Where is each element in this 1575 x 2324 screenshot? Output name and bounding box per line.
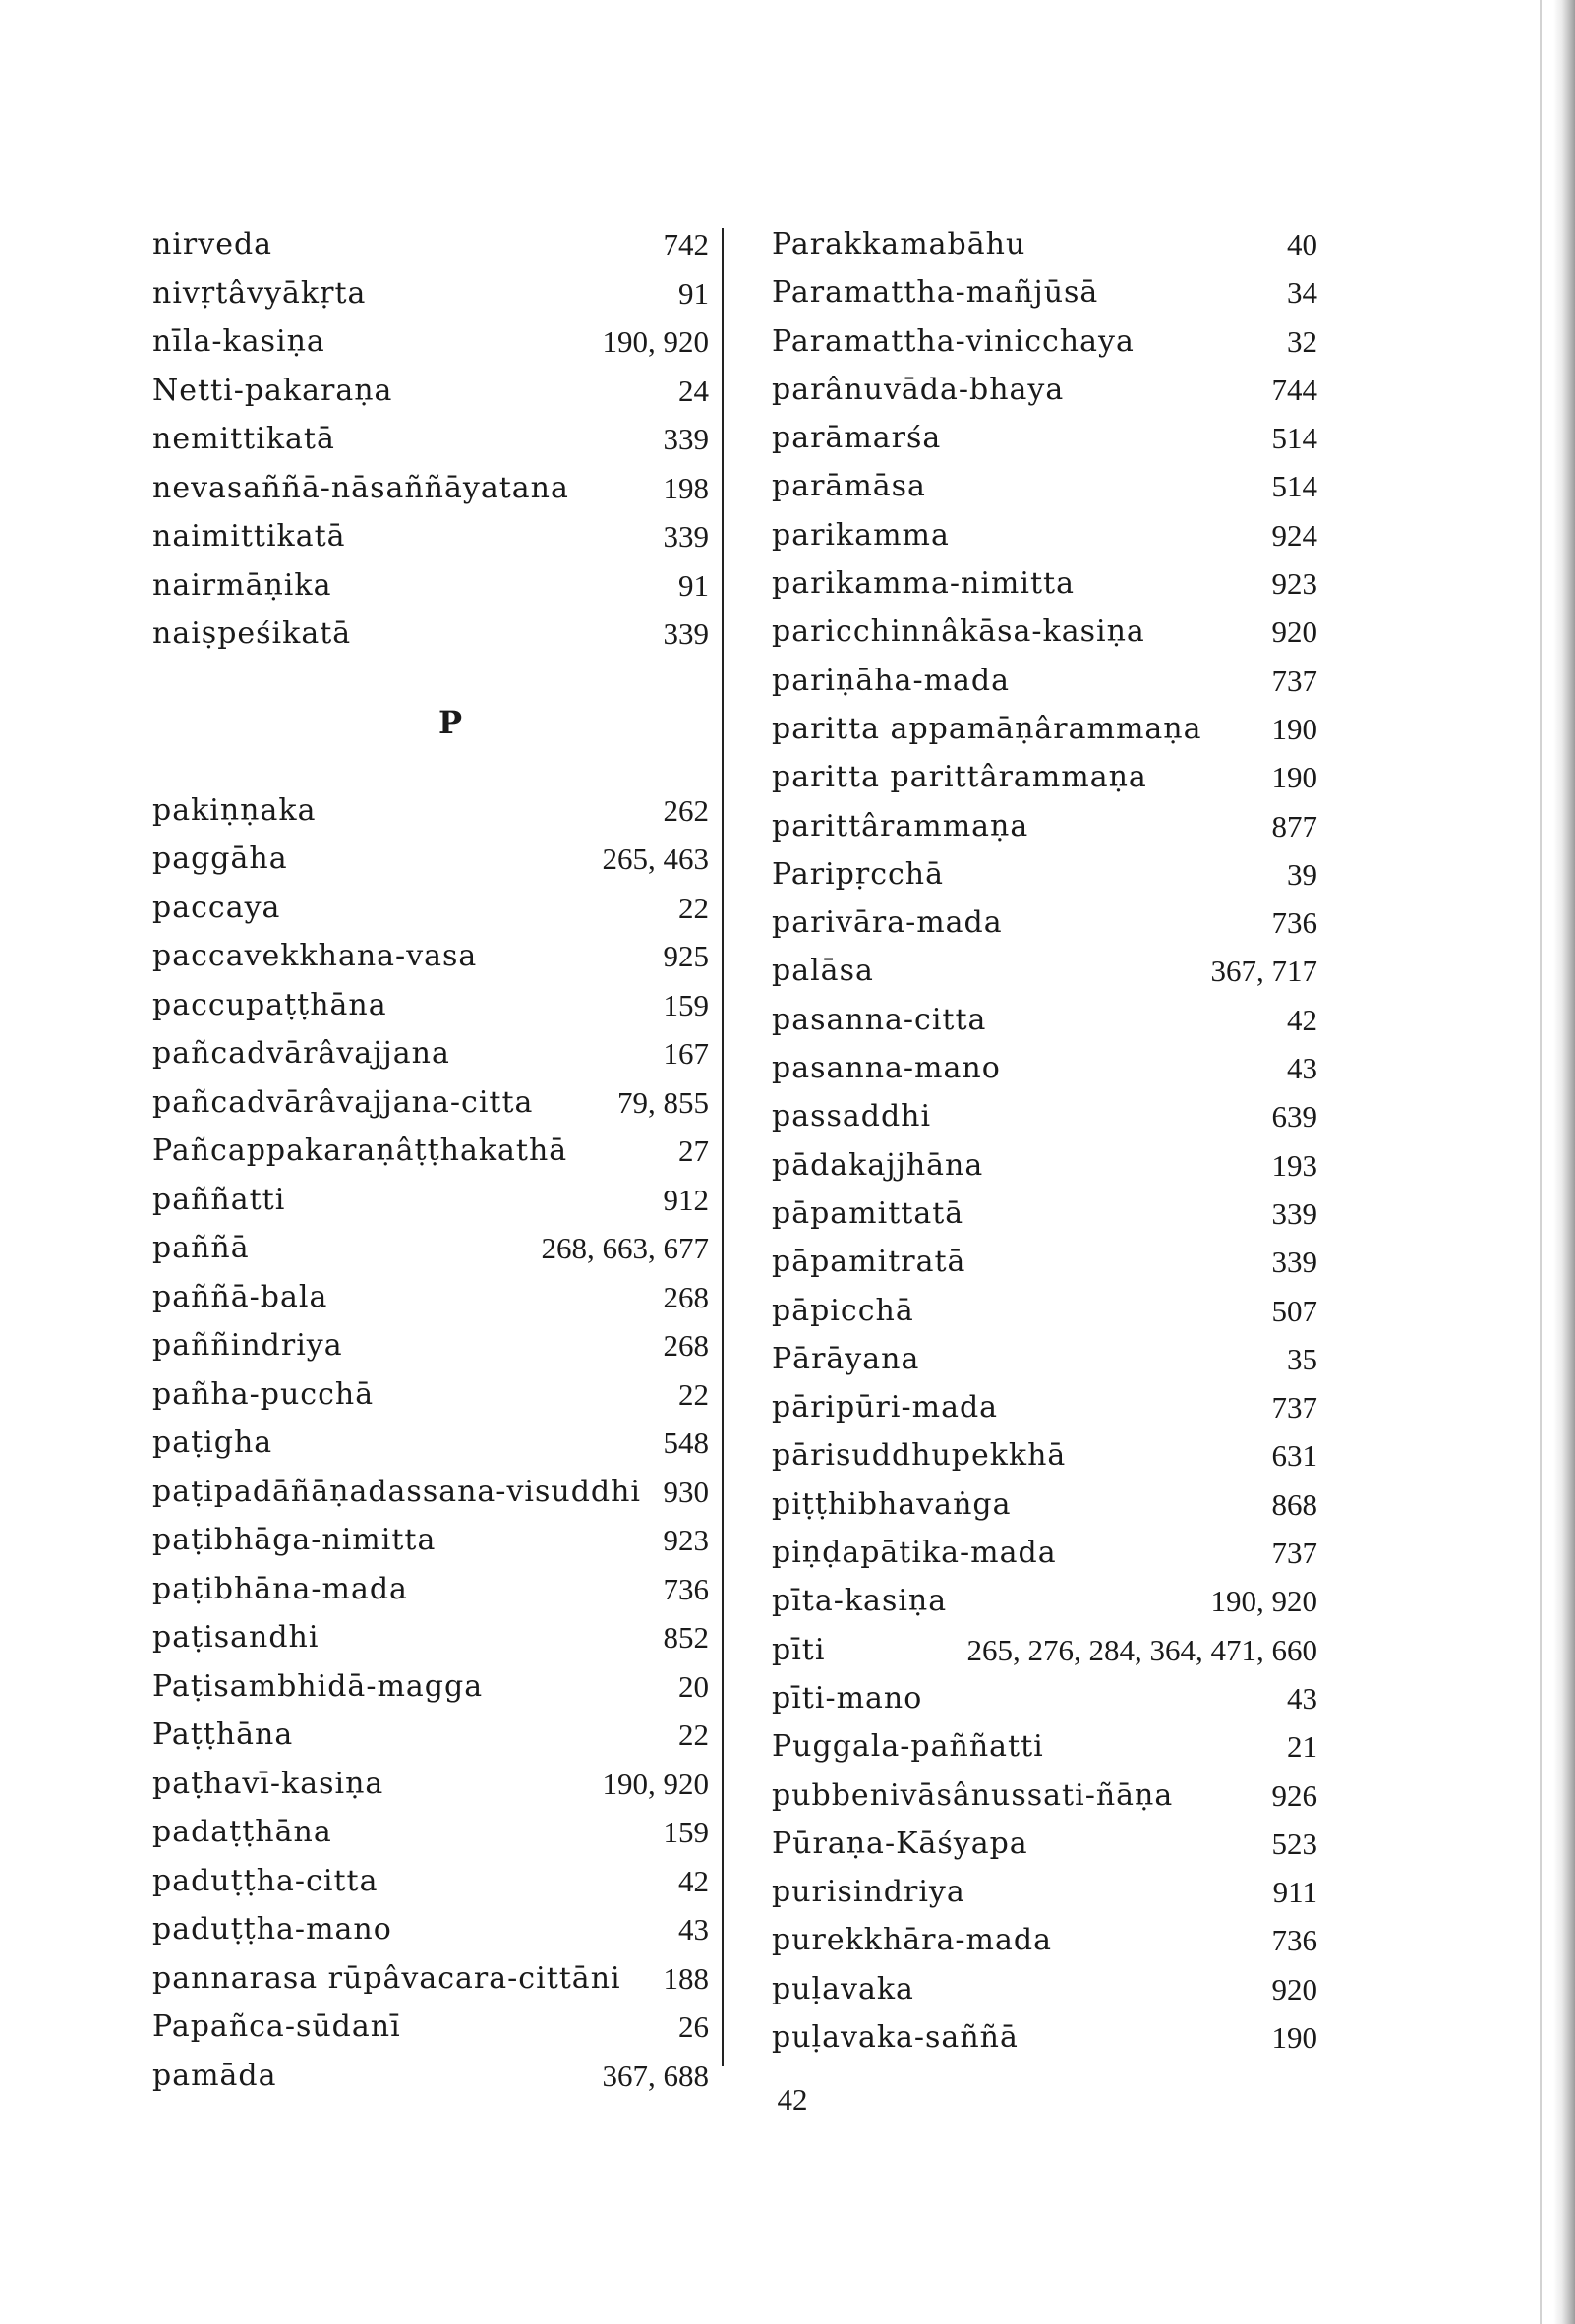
index-pages: 190, 920 — [1210, 1584, 1317, 1619]
index-term: paṭipadāñāṇadassana-visuddhi — [152, 1474, 642, 1509]
index-term: pīti — [772, 1632, 826, 1667]
index-term: pīti-mano — [772, 1680, 923, 1715]
index-pages: 744 — [1271, 372, 1317, 407]
index-term: nemittikatā — [152, 422, 335, 456]
index-entry — [772, 1141, 1317, 1190]
index-pages: 923 — [663, 1523, 709, 1557]
index-pages: 736 — [1271, 1923, 1317, 1958]
index-pages: 852 — [663, 1620, 709, 1655]
index-term: pāripūri-mada — [772, 1390, 999, 1425]
index-pages: 911 — [1272, 1875, 1317, 1910]
index-pages: 930 — [663, 1474, 709, 1509]
index-pages: 39 — [1287, 856, 1317, 892]
index-entry — [772, 608, 1317, 656]
index-entry — [772, 366, 1317, 414]
index-term: nivṛtâvyākṛta — [152, 275, 367, 311]
index-pages: 265, 276, 284, 364, 471, 660 — [966, 1632, 1317, 1667]
index-entry — [772, 1820, 1317, 1868]
index-pages: 22 — [678, 890, 709, 925]
index-entry — [152, 1711, 709, 1760]
index-pages: 20 — [678, 1668, 709, 1704]
index-pages: 262 — [663, 792, 709, 828]
index-entry — [772, 1965, 1317, 2013]
index-term: nīla-kasiṇa — [152, 324, 325, 359]
index-pages: 34 — [1287, 275, 1317, 311]
index-pages: 736 — [1271, 905, 1317, 941]
index-entry — [152, 415, 709, 464]
index-term: passaddhi — [772, 1099, 932, 1134]
index-term: paccaya — [152, 890, 281, 925]
index-pages: 193 — [1271, 1147, 1317, 1183]
index-pages: 43 — [1287, 1680, 1317, 1715]
index-entry — [152, 786, 709, 836]
index-entry — [152, 1468, 709, 1517]
index-pages: 159 — [663, 987, 709, 1022]
index-term: pādakajjhāna — [772, 1147, 984, 1183]
index-pages: 339 — [663, 616, 709, 651]
index-term: pārisuddhupekkhā — [772, 1438, 1067, 1474]
index-entry — [772, 1868, 1317, 1916]
index-pages: 265, 463 — [602, 842, 709, 876]
index-pages: 79, 855 — [617, 1084, 709, 1120]
index-entry — [152, 932, 709, 981]
index-entry — [152, 884, 709, 933]
index-pages: 188 — [663, 1960, 709, 1996]
index-entry — [772, 1722, 1317, 1771]
index-term: Papañca-sūdanī — [152, 2009, 401, 2044]
index-entry — [772, 1916, 1317, 1964]
left-entries-before — [152, 220, 709, 659]
index-pages: 877 — [1271, 808, 1317, 843]
index-pages: 27 — [678, 1133, 709, 1168]
index-entry — [772, 1238, 1317, 1286]
index-pages: 268 — [663, 1328, 709, 1363]
index-term: pariṇāha-mada — [772, 663, 1010, 698]
index-term: pakiṇṇaka — [152, 792, 317, 828]
index-term: Pañcappakaraṇâṭṭhakathā — [152, 1133, 568, 1168]
index-pages: 514 — [1271, 469, 1317, 504]
index-pages: 42 — [678, 1863, 709, 1898]
index-entry — [152, 1857, 709, 1906]
index-term: paṭisandhi — [152, 1620, 320, 1655]
index-entry — [772, 462, 1317, 510]
index-entry — [772, 1044, 1317, 1092]
index-term: parikamma-nimitta — [772, 566, 1075, 602]
index-pages: 639 — [1271, 1099, 1317, 1134]
index-term: paduṭṭha-mano — [152, 1912, 392, 1946]
index-pages: 507 — [1271, 1293, 1317, 1328]
index-term: palāsa — [772, 954, 874, 989]
index-term: pañha-pucchā — [152, 1376, 375, 1412]
index-entry — [772, 1335, 1317, 1383]
index-entry — [772, 802, 1317, 850]
index-pages: 22 — [678, 1717, 709, 1752]
index-entry — [152, 512, 709, 561]
index-term: paggāha — [152, 842, 288, 876]
index-entry — [772, 1674, 1317, 1722]
index-pages: 339 — [1271, 1245, 1317, 1280]
index-pages: 24 — [678, 373, 709, 408]
index-pages: 923 — [1271, 566, 1317, 602]
index-entry — [772, 1287, 1317, 1335]
index-term: paṭibhāga-nimitta — [152, 1523, 437, 1557]
index-entry — [772, 2013, 1317, 2062]
index-pages: 737 — [1271, 1390, 1317, 1425]
index-pages: 631 — [1271, 1438, 1317, 1474]
index-entry — [772, 1431, 1317, 1480]
left-column — [152, 220, 709, 2100]
index-entry — [152, 318, 709, 367]
index-entry — [772, 1383, 1317, 1431]
index-entry — [152, 1565, 709, 1614]
index-term: Paṭisambhidā-magga — [152, 1668, 484, 1704]
index-pages: 924 — [1271, 517, 1317, 552]
index-term: parivāra-mada — [772, 905, 1003, 941]
index-term: purekkhāra-mada — [772, 1923, 1052, 1958]
index-term: nevasaññā-nāsaññāyatana — [152, 470, 569, 505]
index-term: paritta appamāṇârammaṇa — [772, 711, 1202, 746]
page-number: 42 — [777, 2082, 808, 2117]
index-pages: 912 — [663, 1182, 709, 1217]
index-term: purisindriya — [772, 1875, 965, 1910]
index-entry — [772, 559, 1317, 608]
index-term: nirveda — [152, 227, 273, 261]
index-pages: 868 — [1271, 1486, 1317, 1522]
index-entry — [152, 835, 709, 884]
index-term: pubbenivāsânussati-ñāṇa — [772, 1777, 1174, 1813]
index-pages: 742 — [663, 227, 709, 261]
index-entry — [152, 1613, 709, 1662]
index-pages: 190 — [1271, 2019, 1317, 2055]
index-term: paṭigha — [152, 1425, 273, 1460]
index-entry — [772, 1577, 1317, 1625]
index-term: paccupaṭṭhāna — [152, 987, 387, 1022]
index-entry — [772, 268, 1317, 317]
index-entry — [772, 1190, 1317, 1238]
index-entry — [772, 705, 1317, 753]
index-entry — [152, 2003, 709, 2052]
index-term: paricchinnâkāsa-kasiṇa — [772, 614, 1145, 650]
index-entry — [152, 269, 709, 319]
index-pages: 737 — [1271, 1536, 1317, 1571]
index-term: pamāda — [152, 2058, 277, 2093]
index-entry — [772, 850, 1317, 899]
index-entry — [772, 511, 1317, 559]
index-entry — [152, 981, 709, 1030]
index-term: pīta-kasiṇa — [772, 1584, 948, 1619]
index-pages: 339 — [663, 519, 709, 553]
index-pages: 91 — [678, 567, 709, 603]
index-entry — [152, 220, 709, 269]
index-pages: 21 — [1287, 1729, 1317, 1765]
index-term: piṇḍapātika-mada — [772, 1536, 1057, 1571]
index-pages: 32 — [1287, 323, 1317, 359]
index-entry — [772, 1772, 1317, 1820]
index-term: naiṣpeśikatā — [152, 616, 352, 651]
index-pages: 736 — [663, 1571, 709, 1606]
index-pages: 190, 920 — [602, 324, 709, 359]
index-pages: 167 — [663, 1036, 709, 1071]
index-pages: 43 — [678, 1912, 709, 1946]
index-pages: 367, 688 — [602, 2058, 709, 2093]
index-entry — [772, 220, 1317, 268]
index-term: paññā — [152, 1231, 250, 1265]
index-entry — [772, 657, 1317, 705]
index-term: paññā-bala — [152, 1279, 328, 1314]
index-term: Netti-pakaraṇa — [152, 373, 393, 408]
index-pages: 91 — [678, 275, 709, 311]
index-pages: 42 — [1287, 1002, 1317, 1037]
index-term: Pūraṇa-Kāśyapa — [772, 1826, 1028, 1861]
index-term: Paramattha-vinicchaya — [772, 323, 1135, 359]
index-entry — [152, 367, 709, 416]
index-entry — [152, 1808, 709, 1857]
index-term: pañcadvārâvajjana — [152, 1036, 450, 1071]
index-term: parittârammaṇa — [772, 808, 1029, 843]
index-entry — [772, 318, 1317, 366]
index-entry — [152, 1419, 709, 1468]
index-term: padaṭṭhāna — [152, 1815, 332, 1849]
index-entry — [152, 561, 709, 610]
index-term: naimittikatā — [152, 519, 346, 553]
binding-shadow — [1553, 0, 1575, 2324]
index-term: pasanna-mano — [772, 1051, 1001, 1086]
index-term: parânuvāda-bhaya — [772, 372, 1065, 407]
index-entry — [772, 1092, 1317, 1140]
index-pages: 920 — [1271, 614, 1317, 650]
index-entry — [772, 899, 1317, 947]
index-entry — [772, 753, 1317, 801]
page-edge-line — [1540, 0, 1542, 2324]
index-pages: 159 — [663, 1815, 709, 1849]
index-entry — [772, 947, 1317, 995]
index-term: pasanna-citta — [772, 1002, 987, 1037]
index-term: paritta parittârammaṇa — [772, 760, 1147, 795]
index-pages: 339 — [663, 422, 709, 456]
index-pages: 190 — [1271, 711, 1317, 746]
index-term: pāpamitratā — [772, 1245, 966, 1280]
index-entry — [152, 1321, 709, 1370]
index-term: pāpamittatā — [772, 1195, 964, 1231]
index-entry — [152, 1662, 709, 1712]
index-entry — [152, 464, 709, 513]
index-term: Pārāyana — [772, 1341, 920, 1376]
index-pages: 26 — [678, 2009, 709, 2044]
index-term: paccavekkhana-vasa — [152, 939, 478, 973]
index-entry — [772, 1529, 1317, 1577]
index-term: pāpicchā — [772, 1293, 914, 1328]
index-term: puḷavaka — [772, 1971, 914, 2006]
index-pages: 925 — [663, 939, 709, 973]
index-pages: 737 — [1271, 663, 1317, 698]
left-entries-after — [152, 786, 709, 2101]
index-term: paduṭṭha-citta — [152, 1863, 379, 1898]
index-pages: 43 — [1287, 1051, 1317, 1086]
index-pages: 339 — [1271, 1195, 1317, 1231]
index-entry — [152, 610, 709, 659]
index-entry — [152, 1370, 709, 1420]
index-term: Paṭṭhāna — [152, 1717, 294, 1752]
index-term: Parakkamabāhu — [772, 227, 1026, 261]
index-entry — [152, 1127, 709, 1176]
index-entry — [152, 1273, 709, 1322]
section-letter-heading: P — [438, 703, 463, 741]
column-divider — [722, 228, 724, 2066]
index-entry — [772, 996, 1317, 1044]
index-pages: 548 — [663, 1425, 709, 1460]
index-term: paññindriya — [152, 1328, 343, 1363]
index-pages: 523 — [1271, 1826, 1317, 1861]
index-pages: 190 — [1271, 760, 1317, 795]
index-entry — [152, 1029, 709, 1078]
index-entry — [152, 1176, 709, 1225]
index-entry — [772, 1481, 1317, 1529]
index-pages: 367, 717 — [1210, 954, 1317, 989]
index-entry — [152, 1516, 709, 1565]
index-entry — [152, 1905, 709, 1954]
index-entry — [772, 414, 1317, 462]
index-entry — [152, 1078, 709, 1128]
index-term: paññatti — [152, 1182, 286, 1217]
index-term: puḷavaka-saññā — [772, 2019, 1019, 2055]
index-pages: 40 — [1287, 227, 1317, 261]
index-pages: 190, 920 — [602, 1766, 709, 1801]
index-term: nairmāṇika — [152, 567, 332, 603]
index-term: piṭṭhibhavaṅga — [772, 1486, 1012, 1522]
index-entry — [152, 1224, 709, 1273]
index-pages: 514 — [1271, 421, 1317, 456]
index-entry — [772, 1626, 1317, 1674]
index-term: parikamma — [772, 517, 950, 552]
index-pages: 35 — [1287, 1341, 1317, 1376]
index-pages: 268, 663, 677 — [541, 1231, 709, 1265]
index-term: pañcadvārâvajjana-citta — [152, 1084, 534, 1120]
index-term: paṭibhāna-mada — [152, 1571, 408, 1606]
index-pages: 926 — [1271, 1777, 1317, 1813]
index-term: Paripṛcchā — [772, 856, 945, 892]
index-pages: 198 — [663, 470, 709, 505]
index-pages: 268 — [663, 1279, 709, 1314]
index-pages: 920 — [1271, 1971, 1317, 2006]
index-term: Puggala-paññatti — [772, 1729, 1044, 1765]
index-entry — [152, 1954, 709, 2004]
right-column — [772, 220, 1317, 2062]
index-term: parāmarśa — [772, 421, 942, 456]
index-term: parāmāsa — [772, 469, 926, 504]
index-term: Paramattha-mañjūsā — [772, 275, 1099, 311]
index-term: paṭhavī-kasiṇa — [152, 1766, 384, 1801]
index-pages: 22 — [678, 1376, 709, 1412]
index-term: pannarasa rūpâvacara-cittāni — [152, 1960, 621, 1996]
index-entry — [152, 1760, 709, 1809]
